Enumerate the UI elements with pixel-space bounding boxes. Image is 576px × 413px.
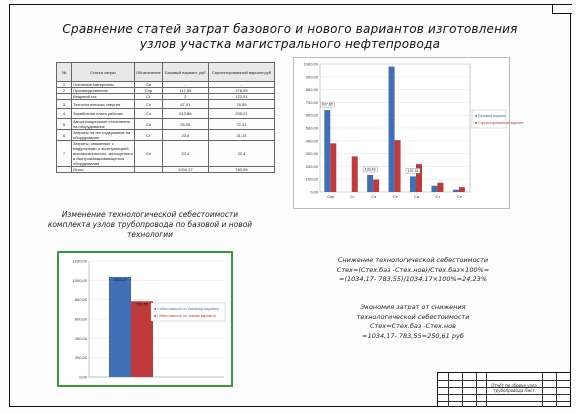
x-tick-label: Са bbox=[413, 194, 420, 199]
stamp-col-line bbox=[542, 373, 543, 407]
y-tick-label: 1200,00 bbox=[72, 258, 87, 264]
bar-base bbox=[324, 110, 330, 192]
table-cell: 1 bbox=[57, 82, 72, 88]
table-row bbox=[57, 109, 275, 119]
table-header: Статья затрат bbox=[72, 63, 135, 82]
chart-subtitle: Изменение технологической себестоимости комплекта узлов трубопровода по базовой и новой технологии bbox=[47, 210, 253, 239]
y-tick-label: 900,00 bbox=[305, 74, 318, 80]
table-cell: 122,51 bbox=[208, 94, 274, 100]
data-label: 1034,17 bbox=[112, 277, 128, 283]
table-cell: 3 bbox=[57, 100, 72, 109]
table-cell: Сэ bbox=[135, 100, 163, 109]
bar-base bbox=[109, 277, 131, 377]
bar-new bbox=[459, 187, 465, 192]
formula-savings-title: Экономия затрат от снижения bbox=[360, 303, 466, 311]
table-cell: 117,59 bbox=[162, 88, 208, 94]
table-cell: Ст bbox=[135, 130, 163, 141]
bar-new bbox=[437, 183, 443, 192]
data-label: 133,43 bbox=[364, 167, 376, 172]
x-tick-label: Сг bbox=[349, 194, 355, 199]
table-cell: 205,21 bbox=[208, 109, 274, 119]
table-cell: Амортизационные отчисления на оборудование bbox=[72, 119, 135, 130]
table-cell: 2 bbox=[162, 94, 208, 100]
table-header: Обозначение bbox=[135, 63, 163, 82]
title-block-stamp bbox=[437, 372, 571, 407]
stamp-row-line bbox=[438, 380, 571, 381]
y-tick-label: 200,00 bbox=[74, 355, 87, 361]
stamp-row-line bbox=[438, 401, 571, 402]
table-row bbox=[57, 119, 275, 130]
table-cell: 6 bbox=[57, 130, 72, 141]
table-cell: 278,55 bbox=[208, 88, 274, 94]
bar-base bbox=[389, 67, 395, 192]
cost-items-chart-svg bbox=[294, 58, 524, 208]
table-cell: 783,55 bbox=[208, 167, 274, 173]
table-cell: Основные материалы bbox=[72, 82, 135, 88]
table-row bbox=[57, 167, 275, 173]
table-cell: Вещевой газ bbox=[72, 94, 135, 100]
table-cell: 25,05 bbox=[162, 119, 208, 130]
x-tick-label: Сэ bbox=[371, 194, 377, 199]
table-cell: 23,4 bbox=[162, 130, 208, 141]
stamp-col-line bbox=[448, 373, 449, 407]
table-cell: 2 bbox=[57, 88, 72, 94]
total-cost-chart-svg bbox=[59, 253, 231, 385]
table-cell: - bbox=[208, 82, 274, 88]
bar-base bbox=[410, 176, 416, 192]
stamp-col-line bbox=[486, 373, 487, 407]
table-header-row bbox=[57, 63, 275, 82]
table-cell: Сз bbox=[135, 109, 163, 119]
y-tick-label: 1000,00 bbox=[303, 61, 318, 67]
bar-base bbox=[431, 186, 437, 192]
y-tick-label: 600,00 bbox=[305, 112, 318, 118]
formula-reduction-title: Снижение технологической себестоимости bbox=[337, 256, 489, 264]
table-cell: Спр bbox=[135, 88, 163, 94]
cost-table bbox=[56, 62, 275, 173]
table-cell: См bbox=[135, 82, 163, 88]
stamp-text: Отчёт по сборке узла трубопровода Лист bbox=[491, 383, 537, 393]
table-cell: 72,41 bbox=[208, 119, 274, 130]
legend-entry: ■ Базовый вариант bbox=[475, 114, 507, 118]
table-cell: Итого bbox=[72, 167, 135, 173]
stamp-col-line bbox=[556, 373, 557, 407]
y-tick-label: 700,00 bbox=[305, 99, 318, 105]
table-cell: Заработная плата рабочих bbox=[72, 109, 135, 119]
stamp-col-line bbox=[462, 373, 463, 407]
y-tick-label: 800,00 bbox=[74, 297, 87, 303]
formula-reduction-line1: Стех=(Стех.баз -Стех.нов)/Стех.баз×100%= bbox=[336, 265, 490, 274]
page-title: Сравнение статей затрат базового и нового вариантов изготовления узлов участка магистрального нефтепровода bbox=[62, 22, 518, 51]
stamp-col-line bbox=[476, 373, 477, 407]
table-cell: - bbox=[162, 82, 208, 88]
x-tick-label: Ст bbox=[435, 194, 441, 199]
data-label: 783,55 bbox=[135, 301, 149, 307]
bar-new bbox=[352, 156, 358, 192]
legend-entry: ■ Себестоимость по базовому варианту bbox=[154, 307, 220, 311]
table-cell: 5 bbox=[57, 119, 72, 130]
y-tick-label: 600,00 bbox=[74, 316, 87, 322]
y-tick-label: 0,00 bbox=[79, 374, 87, 380]
table-header: Базовый вариант, руб bbox=[162, 63, 208, 82]
table-cell: 513,88 bbox=[162, 109, 208, 119]
table-cell bbox=[135, 167, 163, 173]
y-tick-label: 800,00 bbox=[305, 87, 318, 93]
y-tick-label: 0,00 bbox=[310, 189, 318, 195]
table-cell: Производственное bbox=[72, 88, 135, 94]
legend-entry: ■ Себестоимость по новому варианту bbox=[154, 314, 216, 318]
x-tick-label: Сп bbox=[456, 194, 462, 199]
table-header: № bbox=[57, 63, 72, 82]
legend-entry: ■ Спроектированный вариант bbox=[475, 121, 524, 125]
bar-base bbox=[453, 190, 459, 192]
table-row bbox=[57, 100, 275, 109]
x-tick-label: Спр bbox=[327, 194, 335, 199]
bar-new bbox=[131, 301, 153, 377]
data-label: 637,65 bbox=[321, 102, 333, 107]
stamp-row-line bbox=[438, 394, 571, 395]
y-tick-label: 400,00 bbox=[74, 335, 87, 341]
table-cell: Сп bbox=[135, 141, 163, 167]
y-tick-label: 300,00 bbox=[305, 151, 318, 157]
formula-savings bbox=[298, 303, 528, 341]
y-tick-label: 400,00 bbox=[305, 138, 318, 144]
table-cell: 76,55 bbox=[208, 100, 274, 109]
x-tick-label: Сз bbox=[392, 194, 398, 199]
legend-box bbox=[472, 110, 506, 128]
bar-base bbox=[367, 175, 373, 192]
table-cell: Са bbox=[135, 119, 163, 130]
table-cell: 21,13 bbox=[208, 130, 274, 141]
table-header: Спроектированный вариант,руб bbox=[208, 63, 274, 82]
bar-new bbox=[373, 180, 379, 192]
sheet-corner-box bbox=[552, 4, 572, 14]
table-row bbox=[57, 130, 275, 141]
table-row bbox=[57, 141, 275, 167]
table-cell bbox=[57, 167, 72, 173]
y-tick-label: 1000,00 bbox=[72, 277, 87, 283]
table-cell: Затраты, связанные с модульными и эксплуатацией вспомогательного, малоценного и быстроизнашивающегося оборудования bbox=[73, 141, 133, 166]
bar-new bbox=[395, 140, 401, 192]
formula-reduction-line2: =(1034,17- 783,55)/1034,17×100%=24,23% bbox=[339, 275, 487, 283]
table-cell: 7 bbox=[57, 141, 72, 167]
formula-savings-line3: =1034,17- 783,55=250,61 руб bbox=[362, 331, 464, 340]
y-tick-label: 200,00 bbox=[305, 163, 318, 169]
table-cell: Сг bbox=[135, 94, 163, 100]
formula-savings-line2: Стех=Стех.баз -Стех.нов bbox=[369, 322, 456, 330]
table-cell: 22,4 bbox=[162, 141, 208, 167]
formula-savings-line1: технологической себестоимости bbox=[356, 312, 470, 321]
total-cost-bar-chart bbox=[57, 251, 233, 387]
y-tick-label: 100,00 bbox=[305, 176, 318, 182]
table-cell: 1034,17 bbox=[162, 167, 208, 173]
table-cell: Технологическая энергия bbox=[72, 100, 135, 109]
table-cell: 4 bbox=[57, 109, 72, 119]
formula-reduction bbox=[298, 256, 528, 285]
data-label: 122,15 bbox=[407, 168, 419, 173]
table-cell: 22,4 bbox=[208, 141, 274, 167]
table-cell: 67,91 bbox=[162, 100, 208, 109]
table-cell: Затраты на тех.содержание на оборудование bbox=[72, 130, 135, 141]
bar-new bbox=[330, 143, 336, 192]
legend-box bbox=[151, 303, 225, 321]
y-tick-label: 500,00 bbox=[305, 125, 318, 131]
cost-items-bar-chart bbox=[293, 57, 524, 209]
